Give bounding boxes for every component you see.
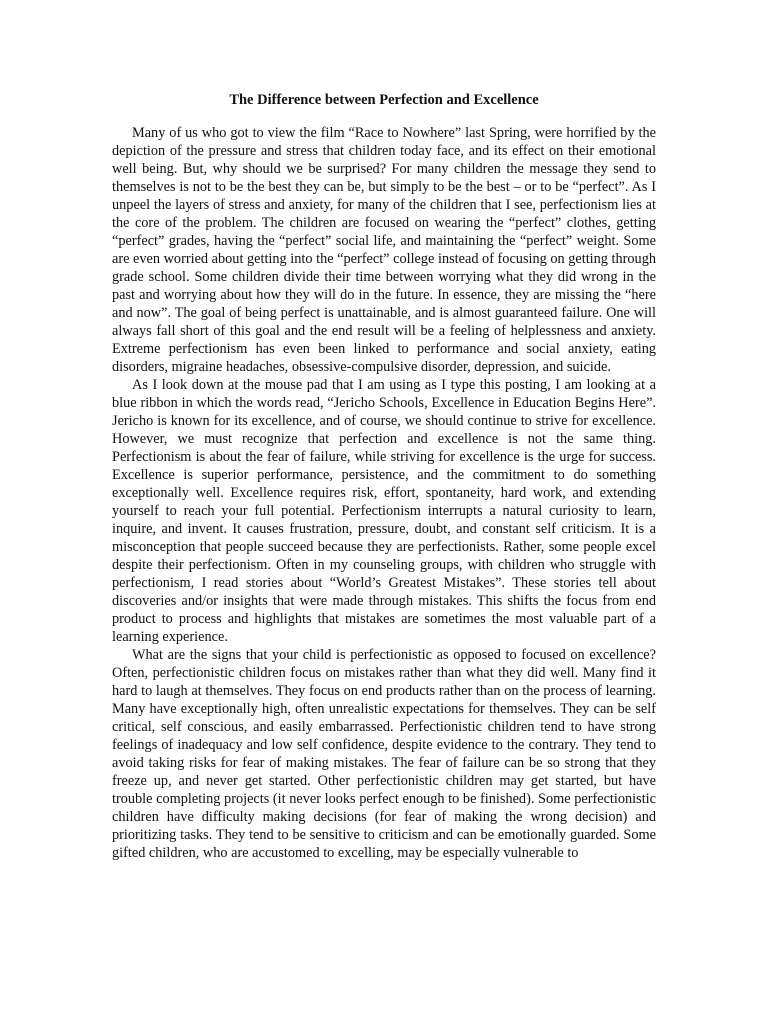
document-page: [112, 90, 656, 862]
body-paragraph-1: Many of us who got to view the film “Race to Nowhere” last Spring, were horrified by the depiction of the pressure and stress that children today face, and its effect on their emotional well being. But, why should we be surprised? For many children the message they send to themselves is not to be the best they can be, but simply to be the best – or to be “perfect”. As I unpeel the layers of stress and anxiety, for many of the children that I see, perfectionism lies at the core of the problem. The children are focused on wearing the “perfect” clothes, getting “perfect” grades, having the “perfect” social life, and maintaining the “perfect” weight. Some are even worried about getting into the “perfect” college instead of focusing on getting through grade school. Some children divide their time between worrying what they did wrong in the past and worrying about how they will do in the future. In essence, they are missing the “here and now”. The goal of being perfect is unattainable, and is almost guaranteed failure. One will always fall short of this goal and the end result will be a feeling of helplessness and anxiety. Extreme perfectionism has even been linked to performance and social anxiety, eating disorders, migraine headaches, obsessive-compulsive disorder, depression, and suicide.: [112, 125, 656, 375]
body-paragraph-3: What are the signs that your child is perfectionistic as opposed to focused on excellence? Often, perfectionistic children focus on mistakes rather than what they did well. Many find it hard to laugh at themselves. They focus on end products rather than on the process of learning. Many have exceptionally high, often unrealistic expectations for themselves. They can be self critical, self conscious, and easily embarrassed. Perfectionistic children tend to have strong feelings of inadequacy and low self confidence, despite evidence to the contrary. They tend to avoid taking risks for fear of making mistakes. The fear of failure can be so strong that they freeze up, and never get started. Other perfectionistic children may get started, but have trouble completing projects (it never looks perfect enough to be finished). Some perfectionistic children have difficulty making decisions (for fear of making the wrong decision) and prioritizing tasks. They tend to be sensitive to criticism and can be emotionally guarded. Some gifted children, who are accustomed to excelling, may be especially vulnerable to: [112, 647, 656, 861]
body-paragraph-2: As I look down at the mouse pad that I am using as I type this posting, I am looking at a blue ribbon in which the words read, “Jericho Schools, Excellence in Education Begins Here”. Jericho is known for its excellence, and of course, we should continue to strive for excellence. However, we must recognize that perfection and excellence is not the same thing. Perfectionism is about the fear of failure, while striving for excellence is the urge for success. Excellence is superior performance, persistence, and the commitment to do something exceptionally well. Excellence requires risk, effort, spontaneity, hard work, and extending yourself to reach your full potential. Perfectionism interrupts a natural curiosity to learn, inquire, and invent. It causes frustration, pressure, doubt, and constant self criticism. It is a misconception that people succeed because they are perfectionists. Rather, some people excel despite their perfectionism. Often in my counseling groups, with children who struggle with perfectionism, I read stories about “World’s Greatest Mistakes”. These stories tell about discoveries and/or insights that were made through mistakes. This shifts the focus from end product to process and highlights that mistakes are sometimes the most valuable part of a learning experience.: [112, 377, 656, 645]
document-title: The Difference between Perfection and Excellence: [229, 92, 539, 108]
